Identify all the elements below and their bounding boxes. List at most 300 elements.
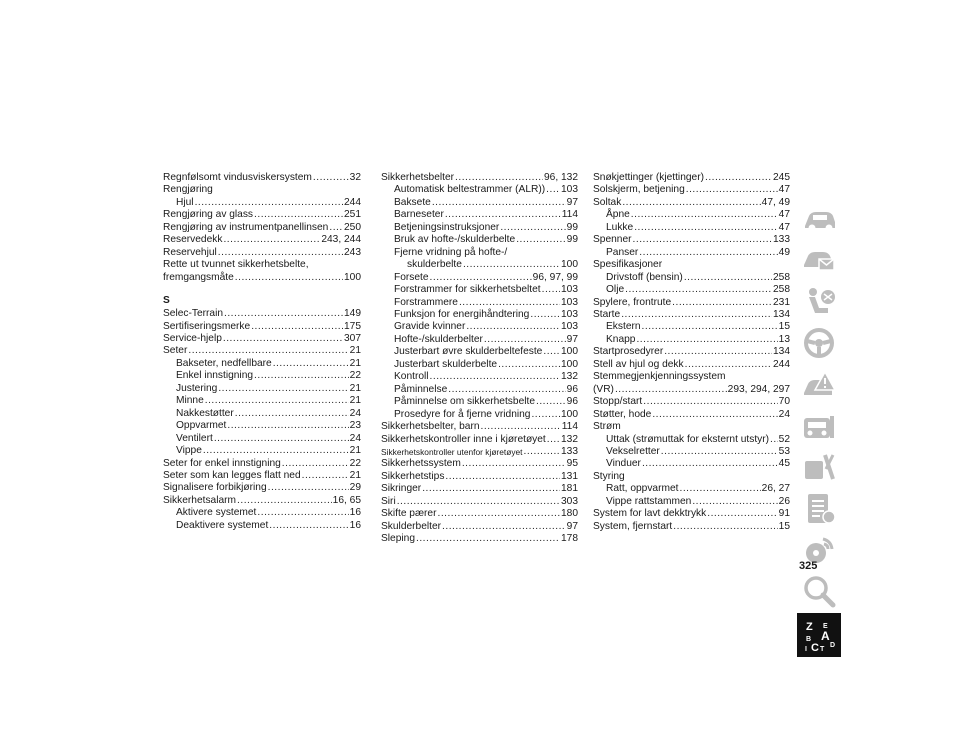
dot-leader xyxy=(214,433,349,445)
entry-page-reference[interactable]: 258 xyxy=(773,284,790,296)
index-subentry xyxy=(381,197,578,209)
entry-page-reference[interactable]: 53 xyxy=(778,445,790,457)
entry-page-reference[interactable]: 307 xyxy=(344,332,361,344)
entry-page-reference[interactable]: 243, 244 xyxy=(321,234,361,246)
entry-term: Justerbart skulderbelte xyxy=(394,358,498,370)
entry-page-reference[interactable]: 100 xyxy=(561,346,578,358)
index-subentry xyxy=(593,209,790,221)
entry-term: Siri xyxy=(381,495,396,507)
tab-airbag-seat[interactable] xyxy=(797,280,841,322)
entry-term: Rengjøring av instrumentpanellinsen xyxy=(163,221,329,233)
index-entry xyxy=(163,234,361,246)
index-entry xyxy=(163,482,361,494)
entry-term: Oppvarmet xyxy=(176,420,227,432)
airbag-seat-icon xyxy=(799,281,839,321)
entry-term: Bruk av hofte-/skulderbelte xyxy=(394,234,516,246)
entry-term: Hjul xyxy=(176,196,194,208)
entry-term: Drivstoff (bensin) xyxy=(606,271,683,283)
entry-page-reference[interactable]: 24 xyxy=(349,432,361,444)
entry-page-reference[interactable]: 103 xyxy=(561,321,578,333)
entry-term: Vekselretter xyxy=(606,445,660,457)
entry-page-reference[interactable]: 47 xyxy=(778,209,790,221)
entry-page-reference[interactable]: 97 xyxy=(566,333,578,345)
dot-leader xyxy=(430,272,532,284)
car-dashboard-icon xyxy=(799,198,839,238)
entry-page-reference[interactable]: 251 xyxy=(344,209,361,221)
entry-page-reference[interactable]: 258 xyxy=(773,271,790,283)
index-entry xyxy=(381,508,578,520)
entry-page-reference[interactable]: 293, 294, 297 xyxy=(727,383,790,395)
entry-page-reference[interactable]: 103 xyxy=(561,296,578,308)
entry-page-reference[interactable]: 47 xyxy=(778,221,790,233)
index-entry xyxy=(593,346,790,358)
entry-page-reference[interactable]: 26 xyxy=(778,495,790,507)
dot-leader xyxy=(466,321,560,333)
index-subentry xyxy=(593,272,790,284)
index-subentry xyxy=(381,346,578,358)
specifications-list-icon xyxy=(799,489,839,529)
index-entry xyxy=(381,434,578,446)
entry-term: Ventilert xyxy=(176,432,213,444)
entry-page-reference[interactable]: 49 xyxy=(778,246,790,258)
dot-leader xyxy=(692,496,777,508)
tab-car-dashboard[interactable] xyxy=(797,197,841,239)
index-entry xyxy=(163,345,361,357)
dot-leader xyxy=(205,395,349,407)
dot-leader xyxy=(625,284,772,296)
entry-term: Spenner xyxy=(593,234,632,246)
index-entry xyxy=(163,308,361,320)
index-entry xyxy=(593,172,790,184)
dot-leader xyxy=(543,346,560,358)
tab-search[interactable] xyxy=(797,571,841,613)
index-entry xyxy=(163,458,361,470)
index-entry xyxy=(593,234,790,246)
index-entry xyxy=(163,321,361,333)
entry-term: Aktivere systemet xyxy=(176,507,257,519)
entry-term: Åpne xyxy=(606,209,630,221)
entry-term: Prosedyre for å fjerne vridning xyxy=(394,408,531,420)
entry-page-reference[interactable]: 23 xyxy=(349,420,361,432)
dot-leader xyxy=(615,384,727,396)
dot-leader xyxy=(547,434,560,446)
tab-alphabetical-index[interactable] xyxy=(797,613,841,657)
index-subentry xyxy=(593,334,790,346)
entry-page-reference[interactable]: 21 xyxy=(349,395,361,407)
entry-page-reference[interactable]: 250 xyxy=(344,221,361,233)
entry-term: Stopp/start xyxy=(593,396,643,408)
entry-term: System, fjernstart xyxy=(593,520,673,532)
dot-leader xyxy=(462,458,566,470)
index-subentry xyxy=(163,197,361,209)
index-letter-e: E xyxy=(823,622,828,630)
index-subentry xyxy=(593,496,790,508)
index-subentry xyxy=(381,284,578,296)
index-subentry xyxy=(381,184,578,196)
entry-page-reference[interactable]: 244 xyxy=(773,358,790,370)
entry-term: Bakseter, nedfellbare xyxy=(176,357,272,369)
tab-warning-car[interactable] xyxy=(797,363,841,405)
entry-page-reference[interactable]: 180 xyxy=(561,508,578,520)
entry-page-reference[interactable]: 133 xyxy=(773,234,790,246)
dot-leader xyxy=(707,508,777,520)
entry-term: Minne xyxy=(176,395,204,407)
entry-term: Solskjerm, betjening xyxy=(593,184,685,196)
entry-page-reference[interactable]: 16 xyxy=(349,519,361,531)
index-subentry xyxy=(593,483,790,495)
entry-term: Forstrammere xyxy=(394,296,458,308)
entry-term: Seter som kan legges flatt ned xyxy=(163,469,301,481)
entry-page-reference[interactable]: 244 xyxy=(344,196,361,208)
dot-leader xyxy=(621,309,772,321)
dot-leader xyxy=(268,482,349,494)
entry-term: Betjeningsinstruksjoner xyxy=(394,221,500,233)
steering-wheel-icon xyxy=(799,323,839,363)
dot-leader xyxy=(672,297,772,309)
entry-term: Påminnelse om sikkerhetsbelte xyxy=(394,396,535,408)
index-entry xyxy=(381,533,578,545)
entry-term: Ekstern xyxy=(606,321,641,333)
entry-term: Vippe rattstammen xyxy=(606,495,692,507)
dot-leader xyxy=(642,321,778,333)
index-entry xyxy=(593,197,790,209)
index-subentry xyxy=(593,321,790,333)
index-subentry xyxy=(163,395,361,407)
dot-leader xyxy=(664,346,772,358)
entry-term: skulderbelte xyxy=(407,259,462,271)
dot-leader xyxy=(679,483,760,495)
dot-leader xyxy=(223,333,343,345)
dot-leader xyxy=(442,521,566,533)
index-entry xyxy=(381,471,578,483)
dot-leader xyxy=(636,334,777,346)
entry-term: Knapp xyxy=(606,333,636,345)
entry-page-reference[interactable]: 114 xyxy=(561,421,578,433)
entry-term: Baksete xyxy=(394,196,431,208)
index-subentry xyxy=(381,396,578,408)
dot-leader xyxy=(631,209,778,221)
index-subentry xyxy=(381,297,578,309)
entry-term: (VR) xyxy=(593,383,614,395)
entry-page-reference[interactable]: 24 xyxy=(778,408,790,420)
entry-page-reference[interactable]: 16, 65 xyxy=(332,494,361,506)
entry-term: Sikkerhetssystem xyxy=(381,458,461,470)
index-subentry xyxy=(593,458,790,470)
index-entry xyxy=(593,297,790,309)
index-letter-c: C xyxy=(811,641,819,654)
entry-page-reference[interactable]: 243 xyxy=(344,246,361,258)
dot-leader xyxy=(643,396,777,408)
entry-page-reference[interactable]: 96 xyxy=(566,383,578,395)
index-entry xyxy=(163,259,361,271)
index-entry xyxy=(593,184,790,196)
entry-page-reference[interactable]: 96 xyxy=(566,396,578,408)
entry-page-reference[interactable]: 131 xyxy=(561,470,578,482)
index-subentry xyxy=(381,272,578,284)
dot-leader xyxy=(498,359,560,371)
entry-page-reference[interactable]: 97 xyxy=(566,196,578,208)
entry-term: Deaktivere systemet xyxy=(176,519,269,531)
entry-page-reference[interactable]: 149 xyxy=(344,308,361,320)
entry-term: Spesifikasjoner xyxy=(593,259,663,271)
entry-page-reference[interactable]: 114 xyxy=(561,209,578,221)
entry-page-reference[interactable]: 103 xyxy=(561,284,578,296)
index-entry xyxy=(593,259,790,271)
entry-page-reference[interactable]: 103 xyxy=(561,308,578,320)
index-subentry xyxy=(593,247,790,259)
dot-leader xyxy=(531,409,560,421)
index-entry xyxy=(381,421,578,433)
entry-page-reference[interactable]: 99 xyxy=(566,234,578,246)
entry-page-reference[interactable]: 47 xyxy=(778,184,790,196)
entry-term: Seter for enkel innstigning xyxy=(163,457,281,469)
index-column-1 xyxy=(163,172,361,532)
entry-page-reference[interactable]: 15 xyxy=(778,321,790,333)
entry-term: Sleping xyxy=(381,533,415,545)
entry-term: Seter xyxy=(163,345,188,357)
dot-leader xyxy=(448,384,565,396)
index-subentry xyxy=(381,222,578,234)
entry-page-reference[interactable]: 21 xyxy=(349,357,361,369)
entry-page-reference[interactable]: 32 xyxy=(349,172,361,183)
entry-page-reference[interactable]: 175 xyxy=(344,320,361,332)
entry-page-reference[interactable]: 181 xyxy=(561,483,578,495)
entry-page-reference[interactable]: 100 xyxy=(344,271,361,283)
dot-leader xyxy=(685,359,772,371)
entry-term: Ratt, oppvarmet xyxy=(606,483,679,495)
index-subentry xyxy=(163,383,361,395)
entry-term: Reservedekk xyxy=(163,234,223,246)
tab-steering-wheel[interactable] xyxy=(797,322,841,364)
entry-page-reference[interactable]: 24 xyxy=(349,407,361,419)
entry-term: Enkel innstigning xyxy=(176,370,254,382)
search-magnifier-icon xyxy=(799,572,839,612)
dot-leader xyxy=(254,370,349,382)
dot-leader xyxy=(397,496,560,508)
dot-leader xyxy=(459,297,560,309)
index-column-3 xyxy=(593,172,790,533)
dot-leader xyxy=(673,521,777,533)
index-letter-i: I xyxy=(805,645,807,653)
dot-leader xyxy=(282,458,349,470)
dot-leader xyxy=(195,197,343,209)
dot-leader xyxy=(516,234,565,246)
dot-leader xyxy=(254,209,343,221)
entry-page-reference[interactable]: 96, 132 xyxy=(544,172,578,183)
entry-page-reference[interactable]: 100 xyxy=(561,358,578,370)
index-entry xyxy=(593,384,790,396)
index-subentry xyxy=(163,370,361,382)
index-subentry xyxy=(381,309,578,321)
dot-leader xyxy=(686,184,778,196)
index-entry xyxy=(593,521,790,533)
index-entry xyxy=(163,495,361,507)
warning-car-icon xyxy=(799,364,839,404)
dot-leader xyxy=(218,383,348,395)
dot-leader xyxy=(524,446,561,458)
dot-leader xyxy=(546,184,560,196)
entry-page-reference[interactable]: 47, 49 xyxy=(761,196,790,208)
dot-leader xyxy=(273,358,349,370)
dot-leader xyxy=(269,520,348,532)
tab-car-service[interactable] xyxy=(797,405,841,447)
entry-page-reference[interactable]: 29 xyxy=(349,482,361,494)
index-subentry xyxy=(593,222,790,234)
dot-leader xyxy=(235,408,349,420)
entry-term: Sikkerhetsbelter xyxy=(381,172,455,183)
entry-page-reference[interactable]: 52 xyxy=(778,433,790,445)
index-subentry xyxy=(381,209,578,221)
index-subentry xyxy=(163,445,361,457)
tab-car-envelope[interactable] xyxy=(797,239,841,281)
entry-term: Reservehjul xyxy=(163,246,217,258)
entry-page-reference[interactable]: 22 xyxy=(349,457,361,469)
entry-page-reference[interactable]: 100 xyxy=(561,408,578,420)
entry-page-reference[interactable]: 16 xyxy=(349,507,361,519)
entry-page-reference[interactable]: 21 xyxy=(349,469,361,481)
tab-specifications[interactable] xyxy=(797,488,841,530)
dot-leader xyxy=(639,247,777,259)
entry-page-reference[interactable]: 134 xyxy=(773,308,790,320)
dot-leader xyxy=(188,345,348,357)
entry-term: Justering xyxy=(176,382,218,394)
entry-term: Panser xyxy=(606,246,639,258)
entry-page-reference[interactable]: 21 xyxy=(349,382,361,394)
entry-page-reference[interactable]: 91 xyxy=(778,508,790,520)
entry-term: System for lavt dekktrykk xyxy=(593,508,707,520)
index-subentry xyxy=(163,507,361,519)
index-letter-d: D xyxy=(830,641,836,649)
entry-page-reference[interactable]: 100 xyxy=(561,259,578,271)
entry-term: Strøm xyxy=(593,421,621,433)
index-entry xyxy=(593,309,790,321)
dot-leader xyxy=(223,234,320,246)
index-subentry xyxy=(381,321,578,333)
entry-term: fremgangsmåte xyxy=(163,271,234,283)
dot-leader xyxy=(329,222,343,234)
entry-term: Fjerne vridning på hofte-/ xyxy=(394,246,508,258)
entry-term: Støtter, hode xyxy=(593,408,652,420)
index-entry xyxy=(163,333,361,345)
index-letter-a: A xyxy=(821,628,830,643)
entry-term: Skulderbelter xyxy=(381,520,442,532)
index-letter-z: Z xyxy=(806,620,813,633)
entry-term: Olje xyxy=(606,284,625,296)
dot-leader xyxy=(642,458,778,470)
index-entry xyxy=(163,184,361,196)
dot-leader xyxy=(770,434,778,446)
entry-term: Signalisere forbikjøring xyxy=(163,482,267,494)
index-entry xyxy=(163,209,361,221)
entry-page-reference[interactable]: 95 xyxy=(566,458,578,470)
entry-page-reference[interactable]: 26, 27 xyxy=(761,483,790,495)
dot-leader xyxy=(203,445,349,457)
car-service-icon xyxy=(799,406,839,446)
index-subentry xyxy=(163,408,361,420)
entry-page-reference[interactable]: 97 xyxy=(566,520,578,532)
dot-leader xyxy=(500,222,565,234)
entry-page-reference[interactable]: 133 xyxy=(561,445,578,457)
index-letter-b: B xyxy=(806,635,812,643)
entry-term: Automatisk beltestrammer (ALR)) xyxy=(394,184,546,196)
tab-tools[interactable] xyxy=(797,447,841,489)
index-entry xyxy=(593,396,790,408)
dot-leader xyxy=(455,172,543,184)
index-entry xyxy=(381,521,578,533)
index-subentry xyxy=(381,371,578,383)
entry-term: Sertifiseringsmerke xyxy=(163,320,251,332)
entry-term: Funksjon for energihåndtering xyxy=(394,308,530,320)
dot-leader xyxy=(463,259,560,271)
entry-term: Sikkerhetstips xyxy=(381,470,445,482)
entry-page-reference[interactable]: 21 xyxy=(349,445,361,457)
chapter-tabs xyxy=(797,197,841,657)
entry-term: Nakkestøtter xyxy=(176,407,234,419)
entry-page-reference[interactable]: 245 xyxy=(773,172,790,183)
dot-leader xyxy=(432,197,566,209)
entry-page-reference[interactable]: 70 xyxy=(778,396,790,408)
dot-leader xyxy=(437,508,560,520)
entry-term: Vinduer xyxy=(606,458,641,470)
entry-term: Uttak (strømuttak for eksternt utstyr) xyxy=(606,433,770,445)
index-subentry xyxy=(381,247,578,259)
index-subentry xyxy=(593,434,790,446)
dot-leader xyxy=(445,209,561,221)
entry-term: Vippe xyxy=(176,445,202,457)
dot-leader xyxy=(661,446,778,458)
page-number: 325 xyxy=(799,560,818,572)
entry-page-reference[interactable]: 103 xyxy=(561,184,578,196)
index-entry xyxy=(163,470,361,482)
entry-page-reference[interactable]: 22 xyxy=(349,370,361,382)
entry-page-reference[interactable]: 99 xyxy=(566,221,578,233)
entry-page-reference[interactable]: 15 xyxy=(778,520,790,532)
entry-page-reference[interactable]: 45 xyxy=(778,458,790,470)
entry-page-reference[interactable]: 231 xyxy=(773,296,790,308)
index-entry xyxy=(381,496,578,508)
entry-term: Skifte pærer xyxy=(381,508,437,520)
entry-term: Barneseter xyxy=(394,209,444,221)
index-entry xyxy=(163,172,361,184)
entry-page-reference[interactable]: 303 xyxy=(561,495,578,507)
entry-page-reference[interactable]: 132 xyxy=(561,371,578,383)
entry-page-reference[interactable]: 96, 97, 99 xyxy=(532,271,578,283)
index-entry xyxy=(381,458,578,470)
index-entry xyxy=(593,421,790,433)
index-letter-t: T xyxy=(820,645,825,653)
entry-term: Styring xyxy=(593,470,625,482)
entry-page-reference[interactable]: 13 xyxy=(778,333,790,345)
tools-icon xyxy=(799,447,839,487)
entry-page-reference[interactable]: 21 xyxy=(349,345,361,357)
entry-term: Kontroll xyxy=(394,371,429,383)
entry-term: Regnfølsomt vindusviskersystem xyxy=(163,172,312,183)
entry-term: Sikringer xyxy=(381,483,422,495)
index-entry xyxy=(381,446,578,458)
index-subentry xyxy=(381,234,578,246)
dot-leader xyxy=(684,272,772,284)
alphabetical-index-icon xyxy=(799,615,839,655)
index-subentry xyxy=(381,334,578,346)
index-entry xyxy=(381,172,578,184)
entry-term: Soltak xyxy=(593,196,622,208)
index-entry xyxy=(593,471,790,483)
entry-page-reference[interactable]: 134 xyxy=(773,346,790,358)
entry-page-reference[interactable]: 132 xyxy=(561,433,578,445)
dot-leader xyxy=(634,222,777,234)
entry-page-reference[interactable]: 178 xyxy=(561,533,578,545)
dot-leader xyxy=(445,471,560,483)
